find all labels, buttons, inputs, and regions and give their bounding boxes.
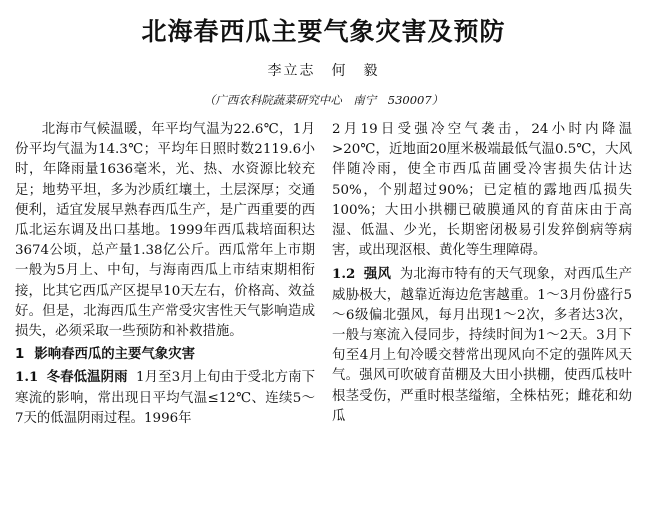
page-title: 北海春西瓜主要气象灾害及预防 bbox=[141, 17, 506, 46]
subsection-1-2-text: 为北海市特有的天气现象，对西瓜生产威胁极大，越靠近海边危害越重。1～3月份盛行5～6级偏北强风，每月出现1～2次，多者达3次，一般与寒流入侵同步，持续时间为1～2天。3月下旬至4月上旬冷暖交替常出现风向不定的强阵风天气。强风可吹破育苗棚及大田小拱棚，使西瓜枝叶根茎受伤，严重时根茎缢缩，全株枯死；雌花和幼瓜 bbox=[332, 267, 632, 424]
continued-paragraph: 2月19日受强冷空气袭击，24小时内降温>20℃，近地面20厘米极端最低气温0.5℃，大风伴随冷雨，使全市西瓜苗圃受冷害损失估计达50%，个别超过90%；已定植的露地西瓜损失100%；大田小拱棚已破膜通风的育苗床由于高湿、低温、少光，长期密闭极易引发猝倒病等病害，或出现沤根、黄化等生理障碍。 bbox=[332, 122, 632, 259]
section-1-title: 影响春西瓜的主要气象灾害 bbox=[34, 347, 196, 363]
right-column bbox=[332, 120, 632, 430]
section-1-number: 1 bbox=[15, 347, 25, 363]
subsection-1-2-title: 强风 bbox=[363, 266, 392, 283]
subsection-1-1-text: 1月至3月上旬由于受北方南下寒流的影响，常出现日平均气温≤12℃、连续5～7天的低温阴雨过程。1996年 bbox=[15, 370, 315, 426]
subsection-1-1-title: 冬春低温阴雨 bbox=[46, 369, 128, 386]
subsection-1-2-paragraph bbox=[332, 264, 632, 427]
authors: 李立志 何 毅 bbox=[267, 63, 380, 79]
section-1-heading bbox=[15, 345, 315, 365]
subsection-1-1-number: 1.1 bbox=[15, 369, 39, 386]
subsection-1-2-number: 1.2 bbox=[332, 266, 356, 283]
intro-paragraph: 北海市气候温暖，年平均气温为22.6℃，1月份平均气温为14.3℃；平均年日照时数2119.6小时，年降雨量1636毫米，光、热、水资源比较充足；地势平坦，多为沙质红壤土，土层深厚；交通便利，适宜发展早熟春西瓜生产，是广西重要的西瓜北运东调及出口基地。1999年西瓜栽培面积达3674公顷，总产量1.38亿公斤。西瓜常年上市期一般为5月上、中旬，与海南西瓜上市结束期相衔接，比其它西瓜产区提早10天左右，价格高、效益好。但是，北海西瓜生产常受灾害性天气影响造成损失，必须采取一些预防和补救措施。 bbox=[15, 122, 315, 340]
subsection-1-1-paragraph bbox=[15, 367, 315, 429]
left-column bbox=[15, 120, 315, 432]
affiliation: （广西农科院蔬菜研究中心 南宁 530007） bbox=[203, 93, 444, 107]
